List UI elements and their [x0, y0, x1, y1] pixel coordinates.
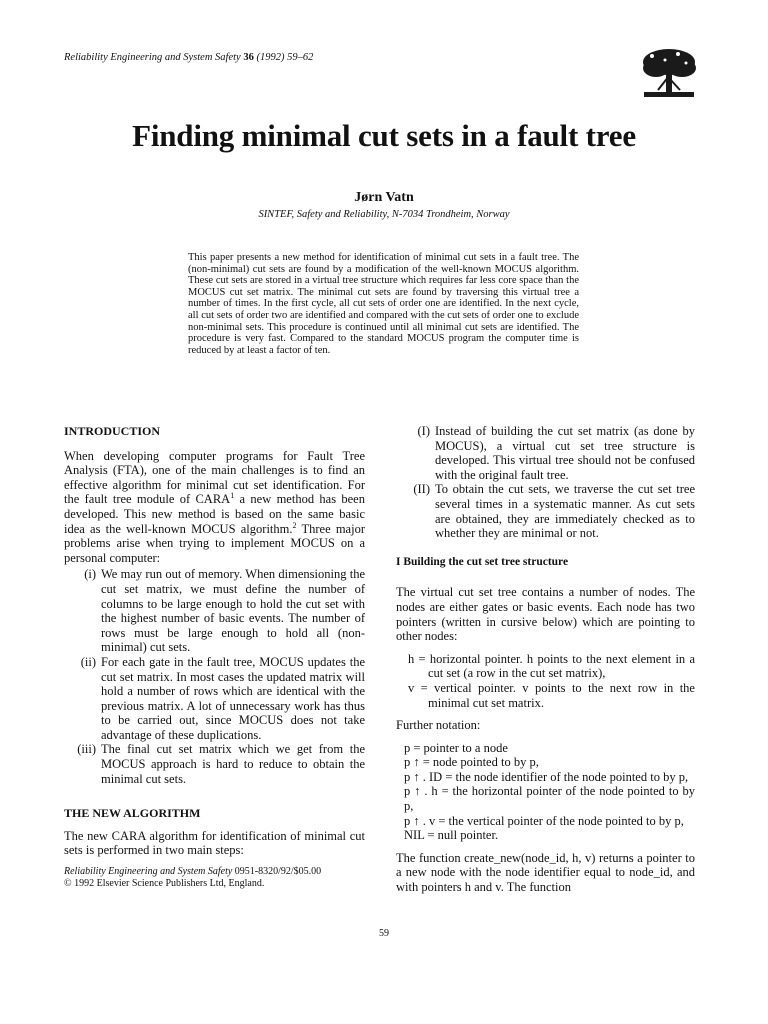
- list-text: We may run out of memory. When dimensioning the cut set matrix, we must define the number of columns to be large enough to hold the cut set with the highest number of basic events. The number of rows must be large enough to hold all (non-minimal) cut sets.: [101, 567, 365, 655]
- list-item: [402, 424, 695, 482]
- journal-year-pages: (1992) 59–62: [256, 52, 314, 63]
- notation-item: p ↑ . v = the vertical pointer of the node pointed to by p,: [404, 813, 684, 828]
- paper-title: Finding minimal cut sets in a fault tree: [132, 118, 636, 153]
- journal-reference: [64, 52, 313, 63]
- author-affiliation: SINTEF, Safety and Reliability, N-7034 Trondheim, Norway: [258, 209, 510, 220]
- list-marker: (i): [84, 567, 96, 582]
- list-text: For each gate in the fault tree, MOCUS updates the cut set matrix. In most cases the updated matrix will hold a number of rows which are identical with the previous matrix. A lot of unnecessary work has thus to be carried out, since MOCUS does not take advantage of these duplications.: [101, 654, 365, 742]
- list-item: [74, 655, 365, 743]
- list-marker: (ii): [80, 654, 96, 669]
- intro-text-c: Three major problems arise when trying to implement MOCUS on a personal computer:: [64, 521, 365, 565]
- list-text: To obtain the cut sets, we traverse the cut set tree several times in a systematic manner. As cut sets are obtained, they are immediately checked as to whether they are minimal or not.: [435, 482, 695, 541]
- tree-paragraph: The virtual cut set tree contains a number of nodes. The nodes are either gates or basic events. Each node has two pointers (written in cursive below) which are pointing to other nodes:: [396, 585, 695, 644]
- new-algorithm-heading: THE NEW ALGORITHM: [64, 806, 201, 821]
- tree-logo-icon: [638, 46, 700, 100]
- notation-list: [396, 741, 695, 843]
- list-text: Instead of building the cut set matrix (as done by MOCUS), a virtual cut set tree structure is developed. This virtual tree should not be confused with the original fault tree.: [435, 424, 695, 482]
- new-algorithm-paragraph: The new CARA algorithm for identification of minimal cut sets is performed in two main steps:: [64, 828, 365, 858]
- list-item: [74, 742, 365, 786]
- journal-name: Reliability Engineering and System Safety: [64, 52, 241, 63]
- section-heading: I Building the cut set tree structure: [396, 555, 569, 568]
- introduction-paragraph: [64, 449, 365, 566]
- ref-1: 1: [230, 491, 235, 501]
- intro-text-a: When developing computer programs for Fault Tree Analysis (FTA), one of the main challenges is to find an effective algorithm for minimal cut set identification. For the fault tree module of CARA: [64, 448, 365, 507]
- introduction-heading: INTRODUCTION: [64, 424, 161, 438]
- left-column: [64, 424, 365, 890]
- further-notation-label: Further notation:: [396, 718, 481, 733]
- notation-item: p = pointer to a node: [404, 740, 508, 755]
- list-item: [74, 567, 365, 655]
- journal-footer: [64, 866, 365, 890]
- abstract: This paper presents a new method for identification of minimal cut sets in a fault tree. The (non-minimal) cut sets are found by a modification of the well-known MOCUS algorithm. These cut sets are stored in a virtual tree structure which requires far less core space than the MOCUS cut set matrix. The minimal cut sets are found by traversing this virtual tree a number of times. In the first cycle, all cut sets of order one are identified. In the next cycle, all cut sets of order two are identified and compared with the cut sets of order one to exclude non-minimal sets. This procedure is continued until all minimal cut sets are identified. The procedure is very fast. Compared to the standard MOCUS program the computer time is reduced by at least a factor of ten.: [188, 252, 579, 356]
- list-marker: (iii): [77, 742, 96, 757]
- footer-copyright: © 1992 Elsevier Science Publishers Ltd, England.: [64, 878, 265, 890]
- right-column: [396, 424, 695, 895]
- horizontal-pointer-def: h = horizontal pointer. h points to the next element in a cut set (a row in the cut set matrix),: [408, 651, 695, 681]
- notation-item: p ↑ . h = the horizontal pointer of the node pointed to by p,: [404, 784, 695, 814]
- list-marker: (I): [417, 424, 430, 438]
- paper-author: Jørn Vatn: [354, 190, 414, 205]
- problem-list: [64, 567, 365, 786]
- footer-code: 0951-8320/92/$05.00: [232, 866, 322, 878]
- vertical-pointer-def: v = vertical pointer. v points to the next row in the minimal cut set matrix.: [408, 680, 695, 710]
- notation-item: p ↑ . ID = the node identifier of the node pointed to by p,: [404, 769, 689, 784]
- footer-journal-name: Reliability Engineering and System Safety: [64, 866, 233, 878]
- notation-item: p ↑ = node pointed to by p,: [404, 755, 539, 770]
- pointer-definitions: [396, 652, 695, 710]
- page-number: 59: [379, 928, 389, 939]
- list-marker: (II): [413, 482, 430, 497]
- list-item: [402, 482, 695, 540]
- list-text: The final cut set matrix which we get from the MOCUS approach is hard to reduce to obtain the minimal cut sets.: [101, 742, 365, 786]
- steps-list: [396, 424, 695, 541]
- journal-volume: 36: [243, 52, 254, 63]
- intro-text-b: a new method has been developed. This new method is based on the same basic idea as the well-known MOCUS algorithm.: [64, 492, 365, 536]
- notation-item: NIL = null pointer.: [404, 828, 499, 843]
- ref-2: 2: [292, 520, 297, 530]
- function-paragraph: The function create_new(node_id, h, v) returns a pointer to a new node with the node identifier equal to node_id, and with pointers h and v. The function: [396, 850, 695, 895]
